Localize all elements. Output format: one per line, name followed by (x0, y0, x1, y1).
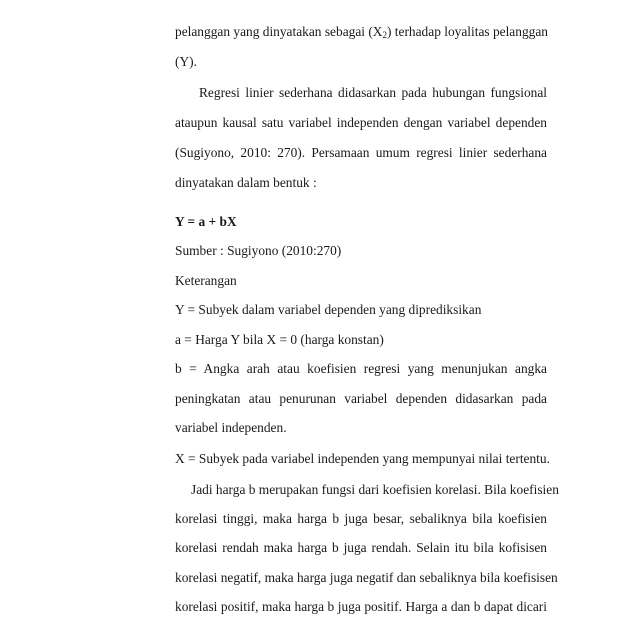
paragraph-line: korelasi negatif, maka harga juga negatif dan sebaliknya bila koefisisen (175, 570, 558, 585)
paragraph-line: korelasi positif, maka harga b juga positif. Harga a dan b dapat dicari (175, 599, 547, 614)
paragraph-line: pelanggan yang dinyatakan sebagai $(X_2)$ terhadap loyalitas pelanggan (175, 24, 548, 40)
paragraph-line: variabel independen. (175, 420, 287, 435)
paragraph-line: dinyatakan dalam bentuk : (175, 175, 317, 190)
source-line: Sumber : Sugiyono (2010:270) (175, 243, 342, 258)
equation: Y = a + bX (175, 214, 237, 229)
paragraph-line: ataupun kausal satu variabel independen dengan variabel dependen (175, 115, 547, 130)
definition-y: Y = Subyek dalam variabel dependen yang diprediksikan (175, 302, 482, 317)
definition-b: b = Angka arah atau koefisien regresi yang menunjukan angka (175, 361, 547, 376)
paragraph-line: Regresi linier sederhana didasarkan pada hubungan fungsional (199, 85, 547, 100)
paragraph-line: korelasi rendah maka harga b juga rendah. Selain itu bila kofisisen (175, 540, 547, 555)
subscript: 2 (382, 30, 387, 40)
paragraph-line: (Y). (175, 54, 197, 69)
paragraph-line: peningkatan atau penurunan variabel dependen didasarkan pada (175, 391, 547, 406)
paragraph-line: Jadi harga b merupakan fungsi dari koefisien korelasi. Bila koefisien (191, 482, 559, 497)
heading-keterangan: Keterangan (175, 273, 237, 288)
definition-x: X = Subyek pada variabel independen yang mempunyai nilai tertentu. (175, 451, 550, 466)
definition-a: a = Harga Y bila X = 0 (harga konstan) (175, 332, 384, 347)
paragraph-line: korelasi tinggi, maka harga b juga besar, sebaliknya bila koefisien (175, 511, 547, 526)
paragraph-line: (Sugiyono, 2010: 270). Persamaan umum regresi linier sederhana (175, 145, 547, 160)
